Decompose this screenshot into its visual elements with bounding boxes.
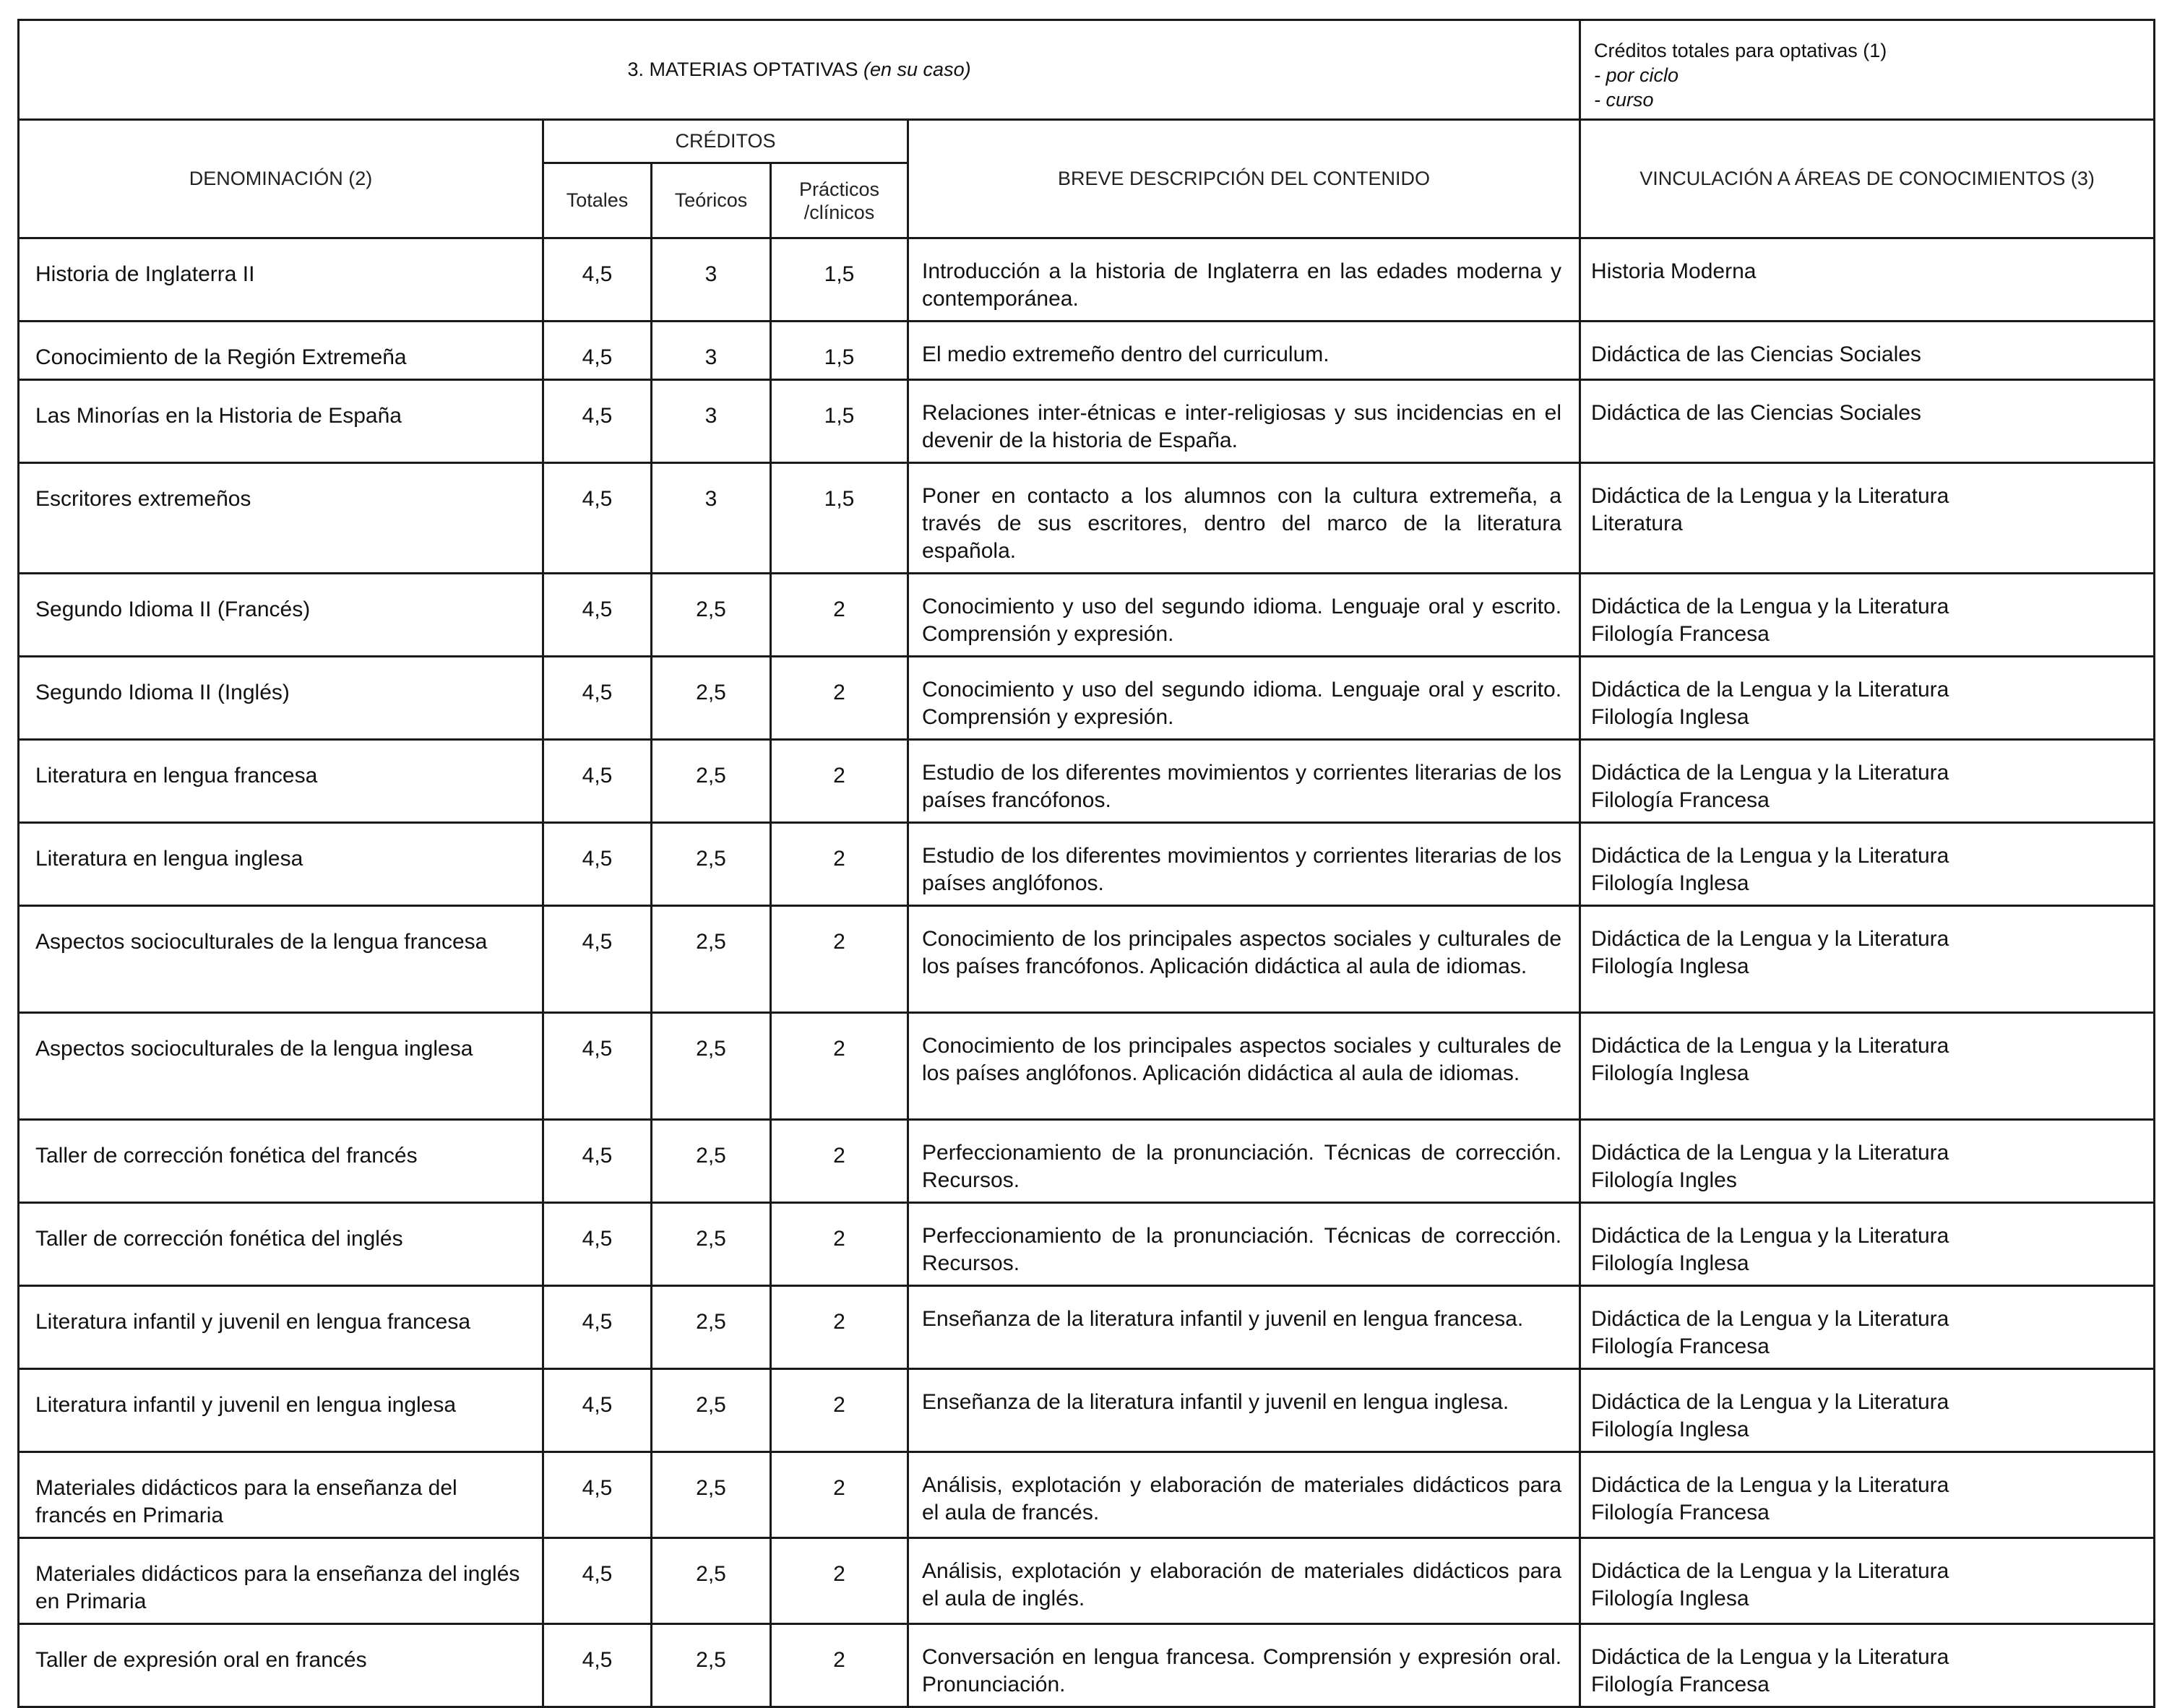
credits-practicos: 2 [771,1120,908,1203]
credits-practicos: 2 [771,1369,908,1452]
credits-totales: 4,5 [543,1286,652,1369]
credits-teoricos: 2,5 [652,1013,771,1120]
credits-practicos: 2 [771,1624,908,1707]
total-credits-label: Créditos totales para optativas (1) [1594,40,1887,61]
subject-name: Segundo Idioma II (Inglés) [19,657,543,740]
credits-teoricos: 2,5 [652,1369,771,1452]
total-credits-per-cycle: - por ciclo [1594,64,1679,86]
subject-name: Historia de Inglaterra II [19,238,543,322]
subject-description: Conocimiento y uso del segundo idioma. Lenguaje oral y escrito. Comprensión y expresión. [908,574,1580,657]
knowledge-area-primary: Didáctica de la Lengua y la Literatura [1591,1390,1949,1414]
credits-practicos: 2 [771,1538,908,1624]
knowledge-area-primary: Didáctica de la Lengua y la Literatura [1591,1559,1949,1583]
subject-description: Enseñanza de la literatura infantil y juvenil en lengua francesa. [908,1286,1580,1369]
credits-teoricos: 3 [652,322,771,380]
table-row [19,906,2155,1013]
subject-name: Taller de expresión oral en francés [19,1624,543,1707]
knowledge-area [1580,740,2155,823]
credits-practicos: 1,5 [771,322,908,380]
credits-practicos: 2 [771,740,908,823]
credits-teoricos: 3 [652,238,771,322]
credits-totales: 4,5 [543,1538,652,1624]
table-row [19,574,2155,657]
knowledge-area-primary: Didáctica de la Lengua y la Literatura [1591,844,1949,868]
subject-name: Taller de corrección fonética del inglés [19,1203,543,1286]
knowledge-area [1580,1013,2155,1120]
subject-name: Materiales didácticos para la enseñanza del francés en Primaria [19,1452,543,1538]
knowledge-area [1580,463,2155,574]
table-row [19,657,2155,740]
col-header-teoricos: Teóricos [652,163,771,238]
knowledge-area-primary: Historia Moderna [1591,259,1757,283]
knowledge-area-primary: Didáctica de la Lengua y la Literatura [1591,1645,1949,1669]
subject-name: Conocimiento de la Región Extremeña [19,322,543,380]
subject-name: Aspectos socioculturales de la lengua inglesa [19,1013,543,1120]
credits-totales: 4,5 [543,823,652,906]
knowledge-area-primary: Didáctica de la Lengua y la Literatura [1591,1224,1949,1248]
knowledge-area-secondary: Literatura [1591,512,1683,535]
knowledge-area-primary: Didáctica de la Lengua y la Literatura [1591,1307,1949,1331]
subject-name: Taller de corrección fonética del francés [19,1120,543,1203]
credits-practicos: 2 [771,1013,908,1120]
knowledge-area-primary: Didáctica de la Lengua y la Literatura [1591,484,1949,508]
knowledge-area-secondary: Filología Francesa [1591,1501,1770,1524]
knowledge-area [1580,1203,2155,1286]
credits-totales: 4,5 [543,740,652,823]
credits-teoricos: 2,5 [652,1452,771,1538]
table-row [19,380,2155,463]
knowledge-area-primary: Didáctica de la Lengua y la Literatura [1591,1141,1949,1165]
table-row [19,823,2155,906]
credits-teoricos: 2,5 [652,906,771,1013]
subject-description: Conocimiento de los principales aspectos sociales y culturales de los países francófonos. Aplicación didáctica al aula de idiomas. [908,906,1580,1013]
knowledge-area-primary: Didáctica de la Lengua y la Literatura [1591,595,1949,618]
knowledge-area [1580,380,2155,463]
subject-name: Escritores extremeños [19,463,543,574]
col-header-totales: Totales [543,163,652,238]
table-row [19,1286,2155,1369]
knowledge-area-secondary: Filología Inglesa [1591,705,1749,729]
credits-practicos: 2 [771,823,908,906]
subject-description: Análisis, explotación y elaboración de materiales didácticos para el aula de francés. [908,1452,1580,1538]
knowledge-area [1580,906,2155,1013]
credits-teoricos: 2,5 [652,574,771,657]
subject-description: Estudio de los diferentes movimientos y corrientes literarias de los países francófonos. [908,740,1580,823]
credits-practicos: 2 [771,1203,908,1286]
section-title-main: 3. MATERIAS OPTATIVAS [627,59,858,80]
total-credits-per-course: - curso [1594,89,1654,111]
subject-description: Perfeccionamiento de la pronunciación. Técnicas de corrección. Recursos. [908,1203,1580,1286]
subject-description: Conocimiento y uso del segundo idioma. Lenguaje oral y escrito. Comprensión y expresión. [908,657,1580,740]
credits-teoricos: 2,5 [652,1538,771,1624]
credits-teoricos: 2,5 [652,823,771,906]
credits-totales: 4,5 [543,1013,652,1120]
knowledge-area-primary: Didáctica de la Lengua y la Literatura [1591,761,1949,785]
credits-teoricos: 2,5 [652,1120,771,1203]
col-header-area: VINCULACIÓN A ÁREAS DE CONOCIMIENTOS (3) [1580,120,2155,238]
credits-teoricos: 2,5 [652,657,771,740]
knowledge-area-secondary: Filología Francesa [1591,788,1770,812]
title-row [19,20,2155,120]
credits-practicos: 1,5 [771,380,908,463]
credits-teoricos: 2,5 [652,740,771,823]
credits-teoricos: 3 [652,463,771,574]
knowledge-area-secondary: Filología Inglesa [1591,1251,1749,1275]
knowledge-area-secondary: Filología Francesa [1591,1334,1770,1358]
credits-practicos: 2 [771,657,908,740]
subject-name: Las Minorías en la Historia de España [19,380,543,463]
knowledge-area-secondary: Filología Inglesa [1591,1587,1749,1610]
table-row [19,740,2155,823]
credits-practicos: 2 [771,574,908,657]
knowledge-area-secondary: Filología Francesa [1591,1673,1770,1696]
knowledge-area [1580,238,2155,322]
subject-name: Literatura en lengua inglesa [19,823,543,906]
credits-practicos: 1,5 [771,238,908,322]
subject-description: Conversación en lengua francesa. Comprensión y expresión oral. Pronunciación. [908,1624,1580,1707]
subject-name: Literatura infantil y juvenil en lengua francesa [19,1286,543,1369]
table-row [19,1538,2155,1624]
credits-totales: 4,5 [543,574,652,657]
credits-totales: 4,5 [543,463,652,574]
subject-description: El medio extremeño dentro del curriculum. [908,322,1580,380]
knowledge-area-primary: Didáctica de la Lengua y la Literatura [1591,1473,1949,1497]
knowledge-area [1580,1624,2155,1707]
knowledge-area [1580,322,2155,380]
table-row [19,238,2155,322]
table-row [19,1369,2155,1452]
table-row [19,1203,2155,1286]
knowledge-area [1580,1538,2155,1624]
knowledge-area [1580,1452,2155,1538]
knowledge-area-primary: Didáctica de la Lengua y la Literatura [1591,927,1949,951]
subjects-body [19,238,2155,1707]
subject-description: Enseñanza de la literatura infantil y juvenil en lengua inglesa. [908,1369,1580,1452]
table-row [19,1013,2155,1120]
credits-teoricos: 2,5 [652,1286,771,1369]
knowledge-area-primary: Didáctica de las Ciencias Sociales [1591,401,1921,425]
subject-description: Introducción a la historia de Inglaterra en las edades moderna y contemporánea. [908,238,1580,322]
knowledge-area-secondary: Filología Ingles [1591,1168,1737,1192]
subject-name: Literatura infantil y juvenil en lengua inglesa [19,1369,543,1452]
subject-description: Relaciones inter-étnicas e inter-religiosas y sus incidencias en el devenir de la historia de España. [908,380,1580,463]
knowledge-area-primary: Didáctica de la Lengua y la Literatura [1591,1034,1949,1058]
subject-name: Materiales didácticos para la enseñanza del inglés en Primaria [19,1538,543,1624]
knowledge-area-primary: Didáctica de la Lengua y la Literatura [1591,678,1949,702]
credits-teoricos: 2,5 [652,1624,771,1707]
credits-totales: 4,5 [543,1120,652,1203]
knowledge-area-secondary: Filología Francesa [1591,622,1770,646]
section-title [19,20,1580,120]
col-header-credits: CRÉDITOS [543,120,908,163]
knowledge-area [1580,657,2155,740]
credits-totales: 4,5 [543,322,652,380]
subject-description: Poner en contacto a los alumnos con la cultura extremeña, a través de sus escritores, dentro del marco de la literatura española. [908,463,1580,574]
credits-totales: 4,5 [543,238,652,322]
optional-subjects-table [17,19,2155,1708]
col-header-practicos-line2: /clínicos [803,201,875,223]
col-header-description: BREVE DESCRIPCIÓN DEL CONTENIDO [908,120,1580,238]
table-row [19,1120,2155,1203]
knowledge-area [1580,1120,2155,1203]
credits-totales: 4,5 [543,1203,652,1286]
subject-name: Segundo Idioma II (Francés) [19,574,543,657]
credits-teoricos: 2,5 [652,1203,771,1286]
knowledge-area-secondary: Filología Inglesa [1591,1418,1749,1441]
subject-description: Análisis, explotación y elaboración de materiales didácticos para el aula de inglés. [908,1538,1580,1624]
credits-totales: 4,5 [543,380,652,463]
credits-practicos: 1,5 [771,463,908,574]
knowledge-area [1580,1369,2155,1452]
col-header-practicos-line1: Prácticos [798,178,880,200]
credits-totales: 4,5 [543,1452,652,1538]
subject-name: Literatura en lengua francesa [19,740,543,823]
table-row [19,463,2155,574]
knowledge-area-secondary: Filología Inglesa [1591,871,1749,895]
credits-teoricos: 3 [652,380,771,463]
col-header-name: DENOMINACIÓN (2) [19,120,543,238]
knowledge-area-secondary: Filología Inglesa [1591,954,1749,978]
knowledge-area-primary: Didáctica de las Ciencias Sociales [1591,342,1921,366]
col-header-practicos [771,163,908,238]
credits-practicos: 2 [771,1286,908,1369]
table-row [19,322,2155,380]
subject-description: Estudio de los diferentes movimientos y corrientes literarias de los países anglófonos. [908,823,1580,906]
section-title-suffix: (en su caso) [863,59,971,80]
total-credits-cell [1580,20,2155,120]
knowledge-area-secondary: Filología Inglesa [1591,1061,1749,1085]
credits-totales: 4,5 [543,1624,652,1707]
table-row [19,1452,2155,1538]
credits-totales: 4,5 [543,657,652,740]
credits-practicos: 2 [771,1452,908,1538]
subject-description: Conocimiento de los principales aspectos sociales y culturales de los países anglófonos. Aplicación didáctica al aula de idiomas. [908,1013,1580,1120]
credits-totales: 4,5 [543,1369,652,1452]
table-row [19,1624,2155,1707]
knowledge-area [1580,574,2155,657]
subject-description: Perfeccionamiento de la pronunciación. Técnicas de corrección. Recursos. [908,1120,1580,1203]
knowledge-area [1580,823,2155,906]
knowledge-area [1580,1286,2155,1369]
credits-practicos: 2 [771,906,908,1013]
credits-totales: 4,5 [543,906,652,1013]
subject-name: Aspectos socioculturales de la lengua francesa [19,906,543,1013]
header-row-1 [19,120,2155,163]
